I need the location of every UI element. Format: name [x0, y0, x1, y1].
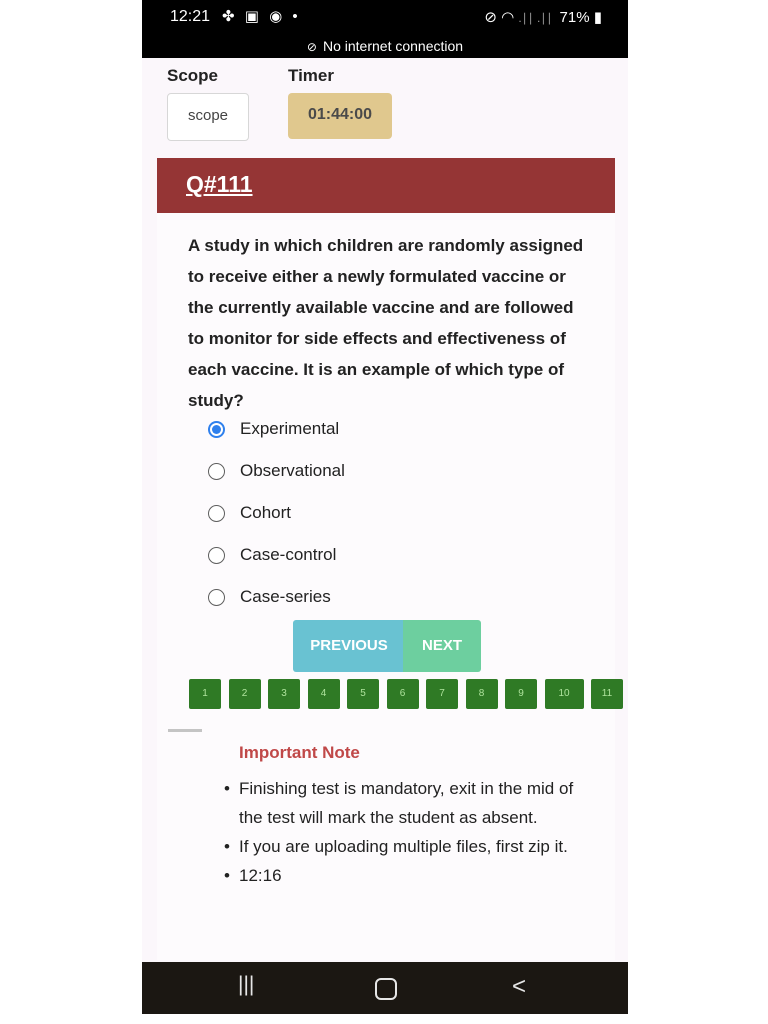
note-item: • 12:16: [239, 861, 589, 890]
page-button[interactable]: 6: [387, 679, 419, 709]
status-time: 12:21: [170, 8, 211, 25]
question-pager: [189, 679, 613, 709]
page-button[interactable]: 5: [347, 679, 379, 709]
question-text: A study in which children are randomly assigned to receive either a newly formulated vaccine or the currently available vaccine and are followed to monitor for side effects and effectiveness of each vaccine. It is an example of which type of study?: [188, 236, 584, 410]
status-right: [484, 8, 602, 26]
timer-display: 01:44:00: [288, 93, 392, 139]
radio-icon[interactable]: [208, 589, 225, 606]
page-button[interactable]: 11: [591, 679, 623, 709]
system-nav-bar: [142, 962, 628, 1014]
radio-icon[interactable]: [208, 505, 225, 522]
question-header: [157, 158, 615, 213]
scope-label: Scope: [167, 66, 219, 85]
option-label[interactable]: Experimental: [240, 419, 340, 438]
connection-text: No internet connection: [322, 38, 464, 54]
page-button[interactable]: 8: [466, 679, 498, 709]
note-list: [239, 774, 589, 890]
question-number[interactable]: Q#111: [186, 171, 253, 197]
divider: [168, 729, 202, 732]
phone-screen: [142, 0, 628, 1014]
radio-icon[interactable]: [208, 463, 225, 480]
home-icon[interactable]: [375, 978, 397, 1000]
no-connection-icon: ⊘: [306, 40, 317, 54]
recents-icon[interactable]: |||: [238, 973, 255, 996]
option-label[interactable]: Observational: [240, 461, 345, 480]
page-button[interactable]: 2: [229, 679, 261, 709]
page-button[interactable]: 1: [189, 679, 221, 709]
page-button[interactable]: 9: [505, 679, 537, 709]
option-label[interactable]: Cohort: [240, 503, 292, 522]
page-button[interactable]: 4: [308, 679, 340, 709]
timer-label: Timer: [288, 66, 334, 85]
radio-selected-icon[interactable]: [208, 421, 225, 438]
page-button[interactable]: 10: [545, 679, 584, 709]
back-icon[interactable]: <: [512, 973, 527, 1000]
scope-field[interactable]: scope: [167, 93, 249, 141]
signal-icon: .∣∣ .∣∣: [518, 11, 553, 25]
option-label[interactable]: Case-series: [240, 587, 331, 606]
note-item: • If you are uploading multiple files, first zip it.: [239, 832, 589, 861]
page-button[interactable]: 3: [268, 679, 300, 709]
notification-icons: ✤ ▣ ◉ •: [222, 8, 301, 25]
note-title: Important Note: [239, 743, 360, 762]
battery-icon: ▮: [593, 9, 602, 26]
battery-percent: 71%: [559, 9, 590, 26]
next-button[interactable]: NEXT: [403, 620, 481, 672]
radio-icon[interactable]: [208, 547, 225, 564]
page-button[interactable]: 7: [426, 679, 458, 709]
previous-button[interactable]: PREVIOUS: [293, 620, 405, 672]
option-label[interactable]: Case-control: [240, 545, 337, 564]
note-item: • Finishing test is mandatory, exit in the mid of the test will mark the student as absent.: [239, 774, 589, 832]
connection-banner: [142, 38, 628, 54]
mute-wifi-icon: ⊘ ◠: [484, 9, 515, 26]
status-bar: [142, 0, 628, 58]
